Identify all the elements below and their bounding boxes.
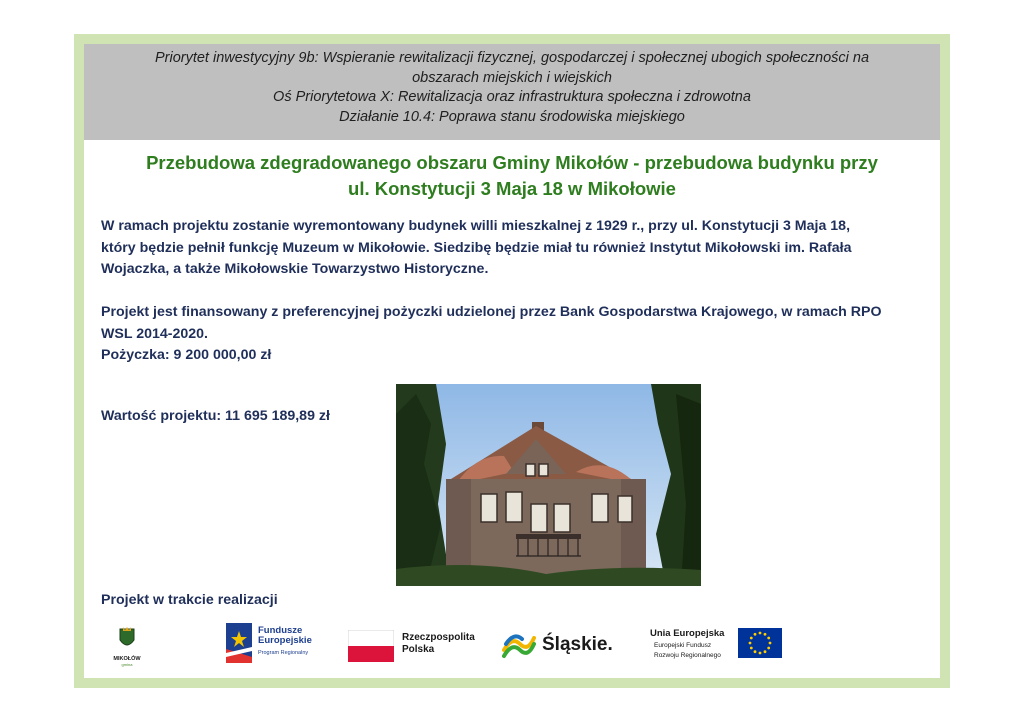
project-status-text: Projekt w trakcie realizacji — [101, 592, 278, 608]
building-photo-image — [396, 384, 701, 586]
header-line: obszarach miejskich i wiejskich — [412, 69, 612, 86]
building-photo — [396, 384, 701, 586]
title-line: Przebudowa zdegradowanego obszaru Gminy Mikołów - przebudowa budynku przy — [146, 152, 878, 173]
rzeczpospolita-polska-logo — [348, 630, 488, 664]
header-line: Działanie 10.4: Poprawa stanu środowiska miejskiego — [339, 108, 685, 125]
loan-amount: Pożyczka: 9 200 000,00 zł — [101, 347, 272, 363]
ue-line1: Unia Europejska — [650, 628, 725, 639]
description-line: który będzie pełnił funkcję Muzeum w Mikołowie. Siedzibę będzie miał tu również Instytut Mikołowski im. Rafała — [101, 239, 852, 256]
poster-frame — [74, 34, 950, 688]
fe-line1: Fundusze — [258, 625, 303, 636]
priority-header — [84, 44, 940, 140]
logo-bar — [84, 620, 940, 670]
ue-line2: Europejski Fundusz — [654, 642, 712, 649]
unia-europejska-logo — [650, 628, 800, 664]
mikolow-sublabel: gmina — [121, 662, 133, 667]
ue-line3: Rozwoju Regionalnego — [654, 652, 721, 659]
title-line: ul. Konstytucji 3 Maja 18 w Mikołowie — [348, 178, 676, 199]
header-line: Priorytet inwestycyjny 9b: Wspieranie rewitalizacji fizycznej, gospodarczej i społecznej ubogich społeczności na — [154, 50, 870, 66]
description-line: Wojaczka, a także Mikołowskie Towarzystwo Historyczne. — [101, 261, 489, 277]
fe-star-icon — [226, 623, 252, 663]
rp-line2: Polska — [402, 644, 435, 655]
slaskie-logo — [502, 630, 632, 664]
rp-line1: Rzeczpospolita — [402, 632, 475, 643]
mikolow-crest-icon — [112, 626, 142, 652]
project-value-text: Wartość projektu: 11 695 189,89 zł — [101, 408, 330, 424]
project-status — [101, 590, 916, 612]
project-title — [84, 150, 940, 202]
mikolow-label: MIKOŁÓW — [113, 656, 141, 662]
fundusze-europejskie-logo — [226, 623, 336, 667]
eu-flag-icon — [738, 628, 782, 658]
polish-flag-icon — [348, 630, 394, 662]
funding-line: Projekt jest finansowany z preferencyjnej pożyczki udzielonej przez Bank Gospodarstwa Krajowego, w ramach RPO — [101, 304, 882, 320]
project-description — [101, 216, 916, 281]
header-line: Oś Priorytetowa X: Rewitalizacja oraz infrastruktura społeczna i zdrowotna — [273, 89, 751, 105]
slaskie-label: Śląskie. — [542, 634, 613, 655]
mikolow-logo — [112, 626, 142, 666]
fe-line3: Program Regionalny — [258, 650, 309, 656]
funding-line: WSL 2014-2020. — [101, 325, 208, 342]
funding-info — [101, 302, 916, 367]
fe-line2: Europejskie — [258, 635, 312, 646]
description-line: W ramach projektu zostanie wyremontowany budynek willi mieszkalnej z 1929 r., przy ul. Konstytucji 3 Maja 18, — [101, 218, 851, 234]
poster-content — [84, 44, 940, 678]
slaskie-wave-icon — [502, 630, 536, 660]
